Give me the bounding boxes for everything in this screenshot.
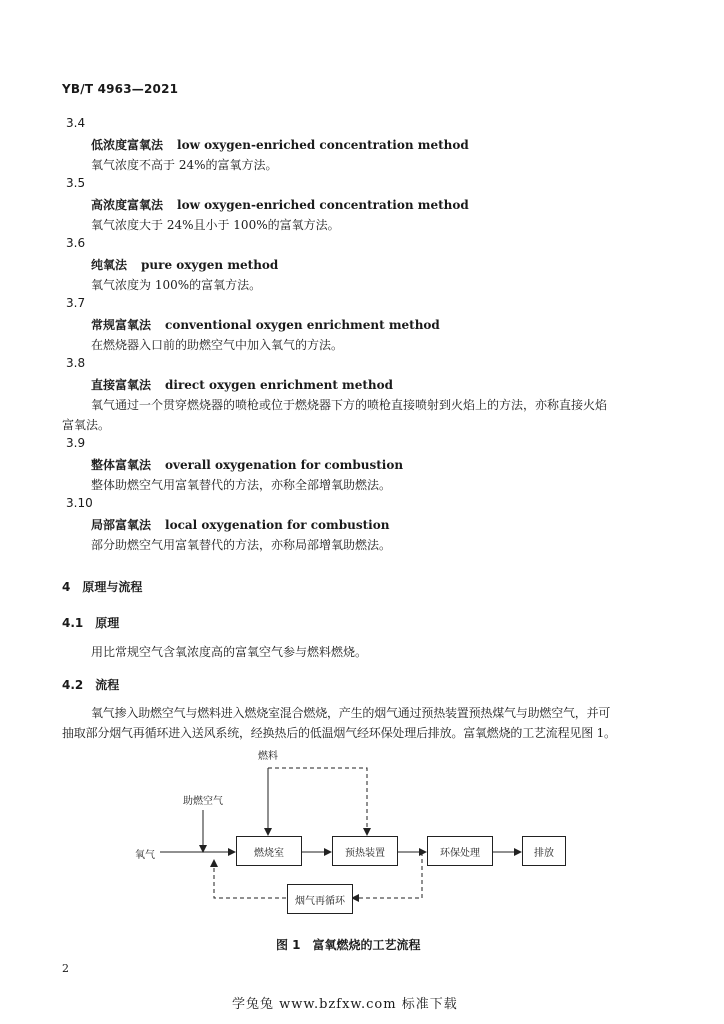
term-en: low oxygen-enriched concentration method: [177, 138, 469, 152]
term-3-7: [91, 316, 440, 333]
term-en: pure oxygen method: [141, 258, 279, 272]
section-4-1-text: 用比常规空气含氧浓度高的富氧空气参与燃料燃烧。: [91, 645, 368, 659]
term-zh: 整体富氧法: [91, 458, 152, 472]
term-en: conventional oxygen enrichment method: [165, 318, 440, 332]
term-3-8: [91, 376, 393, 393]
term-number-3-8: 3.8: [66, 356, 86, 370]
term-3-6: [91, 256, 278, 273]
environmental-treatment-node: 环保处理: [427, 836, 493, 866]
section-4-2-text-line2: 抽取部分烟气再循环进入送风系统，经换热后的低温烟气经环保处理后排放。富氧燃烧的工艺流程见图 1。: [62, 726, 616, 740]
term-zh: 低浓度富氧法: [91, 138, 164, 152]
term-definition: 部分助燃空气用富氧替代的方法，亦称局部增氧助燃法。: [91, 538, 392, 552]
term-definition: 氧气浓度大于 24%且小于 100%的富氧方法。: [91, 218, 340, 232]
fuel-label: 燃料: [258, 751, 278, 762]
combustion-air-label: 助燃空气: [183, 796, 223, 807]
combustion-chamber-node: 燃烧室: [236, 836, 302, 866]
term-3-9: [91, 456, 403, 473]
section-4-2-heading: 4.2 流程: [62, 678, 120, 692]
page-number: 2: [62, 962, 69, 975]
term-definition: 在燃烧器入口前的助燃空气中加入氧气的方法。: [91, 338, 344, 352]
term-en: direct oxygen enrichment method: [165, 378, 394, 392]
standard-number: YB/T 4963—2021: [62, 82, 179, 96]
section-4-2-text-line1: 氧气掺入助燃空气与燃料进入燃烧室混合燃烧，产生的烟气通过预热装置预热煤气与助燃空气，并可: [91, 706, 611, 720]
term-zh: 直接富氧法: [91, 378, 152, 392]
term-zh: 常规富氧法: [91, 318, 152, 332]
term-en: overall oxygenation for combustion: [165, 458, 404, 472]
term-number-3-10: 3.10: [66, 496, 93, 510]
discharge-node: 排放: [522, 836, 566, 866]
term-definition: 氧气浓度不高于 24%的富氧方法。: [91, 158, 278, 172]
term-3-4: [91, 136, 469, 153]
figure-caption: 图 1 富氧燃烧的工艺流程: [276, 938, 421, 952]
flue-gas-recirculation-node: 烟气再循环: [287, 884, 353, 914]
section-4-heading: 4 原理与流程: [62, 580, 143, 594]
watermark-text: 学兔兔 www.bzfxw.com 标准下载: [232, 997, 458, 1012]
oxygen-label: 氧气: [135, 850, 155, 861]
term-number-3-5: 3.5: [66, 176, 86, 190]
term-3-5: [91, 196, 469, 213]
preheat-device-node: 预热装置: [332, 836, 398, 866]
term-zh: 纯氧法: [91, 258, 128, 272]
term-zh: 局部富氧法: [91, 518, 152, 532]
term-en: low oxygen-enriched concentration method: [177, 198, 469, 212]
term-definition: 整体助燃空气用富氧替代的方法，亦称全部增氧助燃法。: [91, 478, 392, 492]
term-number-3-7: 3.7: [66, 296, 86, 310]
term-definition-continued: 富氧法。: [62, 418, 111, 432]
term-zh: 高浓度富氧法: [91, 198, 164, 212]
term-number-3-9: 3.9: [66, 436, 86, 450]
term-number-3-6: 3.6: [66, 236, 86, 250]
term-number-3-4: 3.4: [66, 116, 86, 130]
term-3-10: [91, 516, 389, 533]
section-4-1-heading: 4.1 原理: [62, 616, 120, 630]
term-en: local oxygenation for combustion: [165, 518, 390, 532]
term-definition: 氧气通过一个贯穿燃烧器的喷枪或位于燃烧器下方的喷枪直接喷射到火焰上的方法，亦称直接火焰: [91, 398, 608, 412]
term-definition: 氧气浓度为 100%的富氧方法。: [91, 278, 262, 292]
